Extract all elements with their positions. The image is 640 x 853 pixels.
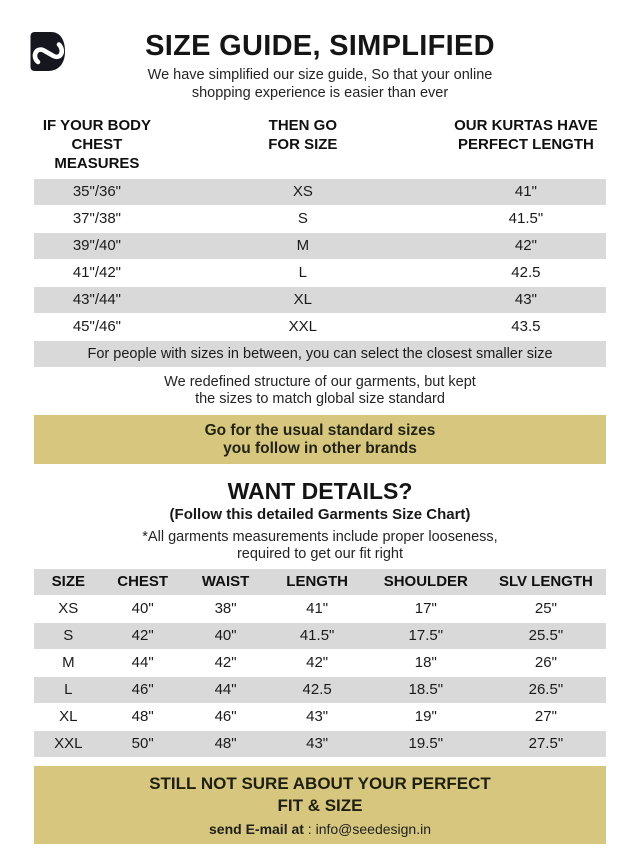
seedesign-monogram-icon <box>29 31 66 72</box>
table-row: 35"/36" XS 41" <box>34 179 606 205</box>
col-header-shoulder: SHOULDER <box>383 573 468 590</box>
contact-email-line <box>34 820 606 838</box>
table-row: 43"/44" XL 43" <box>34 287 606 313</box>
email-label: send E-mail at <box>209 821 304 837</box>
garment-table-header-row <box>34 569 606 595</box>
fit-table-header-size: THEN GO FOR SIZE <box>268 117 338 153</box>
email-separator: : <box>303 821 316 837</box>
email-address: info@seedesign.in <box>315 821 431 837</box>
table-row: XS 40" 38" 41" 17" 25" <box>58 600 557 617</box>
table-row: 45"/46" XXL 43.5 <box>72 318 541 335</box>
page-subtitle-line2: shopping experience is easier than ever <box>191 85 449 101</box>
fit-table-header-row <box>34 116 606 173</box>
redefined-structure-text: We redefined structure of our garments, but kept the sizes to match global size standard <box>164 374 476 407</box>
looseness-note: *All garments measurements include proper looseness, required to get our fit right <box>142 529 498 562</box>
page-title: SIZE GUIDE, SIMPLIFIED <box>145 30 495 62</box>
want-details-subtitle: (Follow this detailed Garments Size Chart) <box>169 506 471 523</box>
table-row: S 42" 40" 41.5" 17.5" 25.5" <box>34 623 606 649</box>
contact-banner-heading: STILL NOT SURE ABOUT YOUR PERFECT FIT & SIZE <box>149 774 491 815</box>
fit-table-body <box>34 179 606 340</box>
fit-table-header-chest: IF YOUR BODY CHEST MEASURES <box>42 117 151 172</box>
table-row: XXL 50" 48" 43" 19.5" 27.5" <box>34 731 606 757</box>
table-row: L 46" 44" 42.5 18.5" 26.5" <box>34 677 606 703</box>
standard-sizes-banner: Go for the usual standard sizes you follow in other brands <box>34 415 606 464</box>
page-subtitle <box>0 66 640 102</box>
in-between-sizes-note: For people with sizes in between, you can select the closest smaller size <box>34 341 606 367</box>
table-row: 37"/38" S 41.5" <box>72 210 544 227</box>
col-header-size: SIZE <box>51 573 85 590</box>
table-row: M 44" 42" 42" 18" 26" <box>62 654 557 671</box>
contact-banner <box>34 766 606 844</box>
col-header-slv-length: SLV LENGTH <box>498 573 593 590</box>
col-header-chest: CHEST <box>117 573 169 590</box>
table-row: 39"/40" M 42" <box>34 233 606 259</box>
garment-size-table <box>34 569 606 757</box>
page-subtitle-line1: We have simplified our size guide, So that your online <box>147 67 493 83</box>
col-header-waist: WAIST <box>201 573 250 590</box>
table-row: 41"/42" L 42.5 <box>72 264 541 281</box>
fit-table-header-length: OUR KURTAS HAVE PERFECT LENGTH <box>454 117 598 153</box>
col-header-length: LENGTH <box>286 573 348 590</box>
table-row: XL 48" 46" 43" 19" 27" <box>59 708 557 725</box>
brand-logo-icon <box>29 31 66 72</box>
fit-table <box>34 116 606 367</box>
want-details-title: WANT DETAILS? <box>227 478 413 504</box>
